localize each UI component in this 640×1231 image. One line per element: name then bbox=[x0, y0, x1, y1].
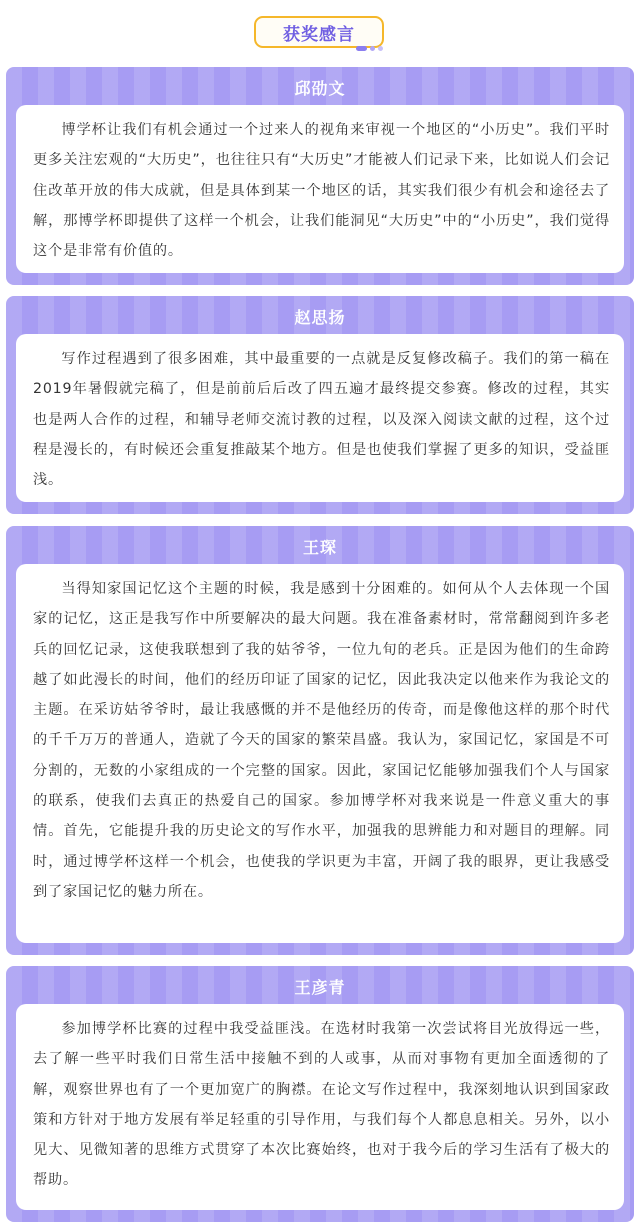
award-speech-text: 当得知家国记忆这个主题的时候，我是感到十分困难的。如何从个人去体现一个国家的记忆，这正是我写作中所要解决的最大问题。我在准备素材时，常常翻阅到许多老兵的回忆记录，这使我联想到了我的姑爷爷，一位九旬的老兵。正是因为他们的生命跨越了如此漫长的时间，他们的经历印证了国家的记忆，因此我决定以他来作为我论文的主题。在采访姑爷爷时，最让我感慨的并不是他经历的传奇，而是像他这样的那个时代的千千万万的普通人，造就了今天的国家的繁荣昌盛。我认为，家国记忆，家国是不可分割的，无数的小家组成的一个完整的国家。因此，家国记忆能够加强我们个人与国家的联系，使我们去真正的热爱自己的国家。参加博学杯对我来说是一件意义重大的事情。首先，它能提升我的历史论文的写作水平，加强我的思辨能力和对题目的理解。同时，通过博学杯这样一个机会，也使我的学识更为丰富，开阔了我的眼界，更让我感受到了家国记忆的魅力所在。 bbox=[16, 564, 624, 943]
winner-name: 王琛 bbox=[302, 538, 337, 557]
award-card-4 bbox=[6, 966, 634, 1222]
award-card-1 bbox=[6, 67, 634, 285]
award-speech-text: 写作过程遇到了很多困难，其中最重要的一点就是反复修改稿子。我们的第一稿在2019年暑假就完稿了，但是前前后后改了四五遍才最终提交参赛。修改的过程，其实也是两人合作的过程，和辅导老师交流讨教的过程，以及深入阅读文献的过程，这个过程是漫长的，有时候还会重复推敲某个地方。但是也使我们掌握了更多的知识，受益匪浅。 bbox=[16, 334, 624, 502]
winner-name: 邱劭文 bbox=[294, 79, 346, 98]
award-card-2 bbox=[6, 296, 634, 514]
winner-name: 赵思扬 bbox=[294, 308, 346, 327]
award-card-3 bbox=[6, 526, 634, 955]
title-dots-decoration bbox=[356, 46, 386, 54]
award-speech-text: 博学杯让我们有机会通过一个过来人的视角来审视一个地区的“小历史”。我们平时更多关注宏观的“大历史”，也往往只有“大历史”才能被人们记录下来，比如说人们会记住改革开放的伟大成就，但是具体到某一个地区的话，其实我们很少有机会和途径去了解，那博学杯即提供了这样一个机会，让我们能洞见“大历史”中的“小历史”，我们觉得这个是非常有价值的。 bbox=[16, 105, 624, 273]
section-header bbox=[0, 14, 640, 54]
section-title: 获奖感言 bbox=[254, 16, 384, 48]
winner-name: 王彦青 bbox=[294, 978, 346, 997]
award-speech-text: 参加博学杯比赛的过程中我受益匪浅。在选材时我第一次尝试将目光放得远一些，去了解一些平时我们日常生活中接触不到的人或事，从而对事物有更加全面透彻的了解，观察世界也有了一个更加宽广的胸襟。在论文写作过程中，我深刻地认识到国家政策和方针对于地方发展有举足轻重的引导作用，与我们每个人都息息相关。另外，以小见大、见微知著的思维方式贯穿了本次比赛始终，也对于我今后的学习生活有了极大的帮助。 bbox=[16, 1004, 624, 1210]
